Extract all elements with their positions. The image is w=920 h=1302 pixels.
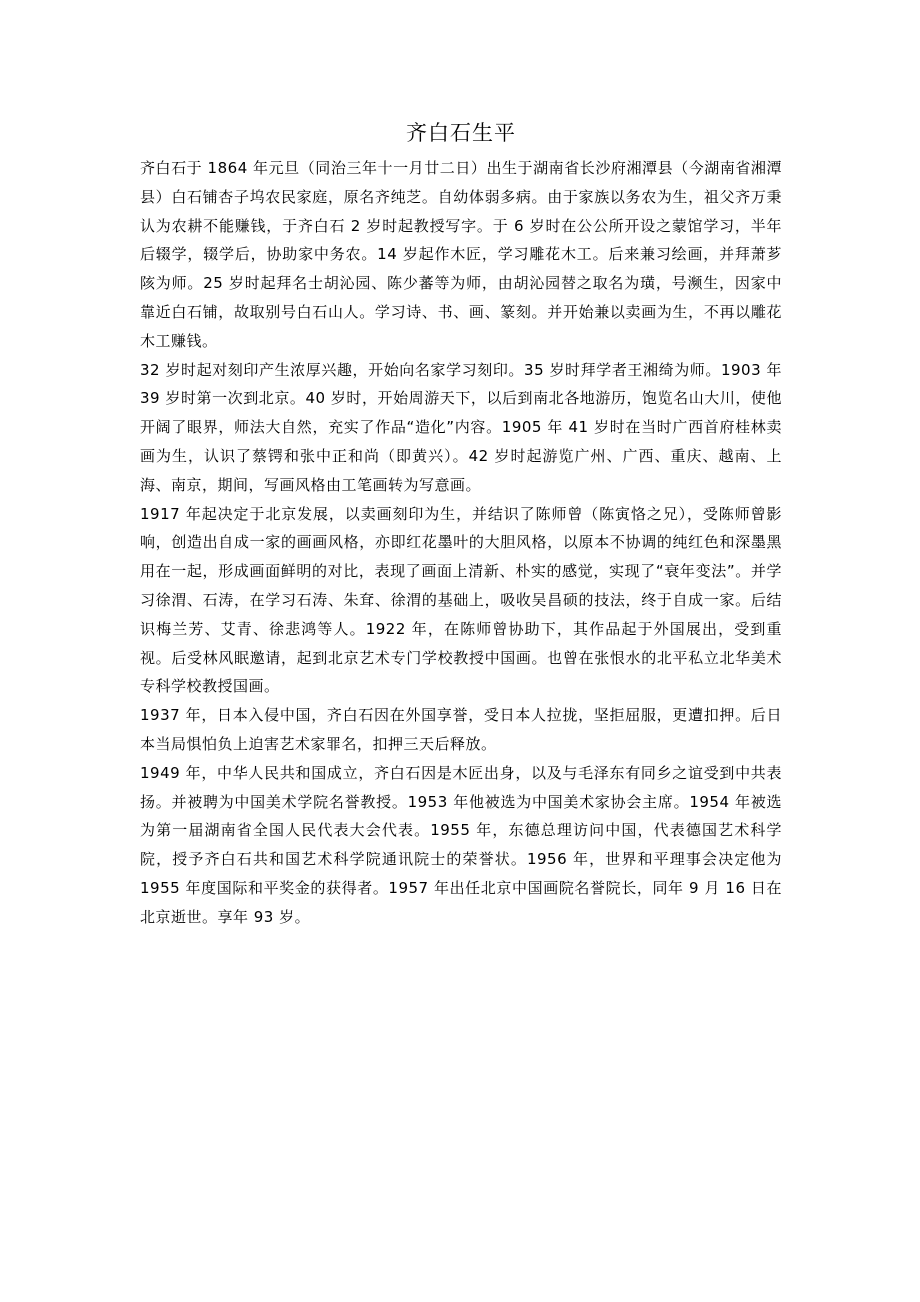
document-page [140,117,782,932]
paragraph-early-life: 齐白石于 1864 年元旦（同治三年十一月廿二日）出生于湖南省长沙府湘潭县（今湖南省湘潭县）白石铺杏子坞农民家庭，原名齐纯芝。自幼体弱多病。由于家族以务农为生，祖父齐万秉认为农耕不能赚钱，于齐白石 2 岁时起教授写字。于 6 岁时在公公所开设之蒙馆学习，半年后辍学，辍学后，协助家中务农。14 岁起作木匠，学习雕花木工。后来兼习绘画，并拜萧芗陔为师。25 岁时起拜名士胡沁园、陈少蕃等为师，由胡沁园替之取名为璜，号濒生，因家中靠近白石铺，故取别号白石山人。学习诗、书、画、篆刻。并开始兼以卖画为生，不再以雕花木工赚钱。 [140,159,782,350]
paragraph-later-life: 1949 年，中华人民共和国成立，齐白石因是木匠出身，以及与毛泽东有同乡之谊受到中共表扬。并被聘为中国美术学院名誉教授。1953 年他被选为中国美术家协会主席。1954 年被选为第一届湖南省全国人民代表大会代表。1955 年，东德总理访问中国，代表德国艺术科学院，授予齐白石共和国艺术科学院通讯院士的荣誉状。1956 年，世界和平理事会决定他为 1955 年度国际和平奖金的获得者。1957 年出任北京中国画院名誉院长，同年 9 月 16 日在北京逝世。享年 93 岁。 [140,763,782,926]
paragraph-1937: 1937 年，日本入侵中国，齐白石因在外国享誉，受日本人拉拢，坚拒屈服，更遭扣押。后日本当局惧怕负上迫害艺术家罪名，扣押三天后释放。 [140,706,782,753]
paragraph-travels: 32 岁时起对刻印产生浓厚兴趣，开始向名家学习刻印。35 岁时拜学者王湘绮为师。1903 年 39 岁时第一次到北京。40 岁时，开始周游天下，以后到南北各地游历，饱览名山大川，使他开阔了眼界，师法大自然，充实了作品“造化”内容。1905 年 41 岁时在当时广西首府桂林卖画为生，认识了蔡锷和张中正和尚（即黄兴）。42 岁时起游览广州、广西、重庆、越南、上海、南京，期间，写画风格由工笔画转为写意画。 [140,360,782,494]
document-title: 齐白石生平 [406,121,516,145]
paragraph-beijing: 1917 年起决定于北京发展，以卖画刻印为生，并结识了陈师曾（陈寅恪之兄），受陈师曾影响，创造出自成一家的画画风格，亦即红花墨叶的大胆风格，以原本不协调的纯红色和深墨黑用在一起，形成画面鲜明的对比，表现了画面上清新、朴实的感觉，实现了“衰年变法”。并学习徐渭、石涛，在学习石涛、朱耷、徐渭的基础上，吸收吴昌硕的技法，终于自成一家。后结识梅兰芳、艾青、徐悲鸿等人。1922 年，在陈师曾协助下，其作品起于外国展出，受到重视。后受林风眠邀请，起到北京艺术专门学校教授中国画。也曾在张恨水的北平私立北华美术专科学校教授国画。 [140,504,782,696]
